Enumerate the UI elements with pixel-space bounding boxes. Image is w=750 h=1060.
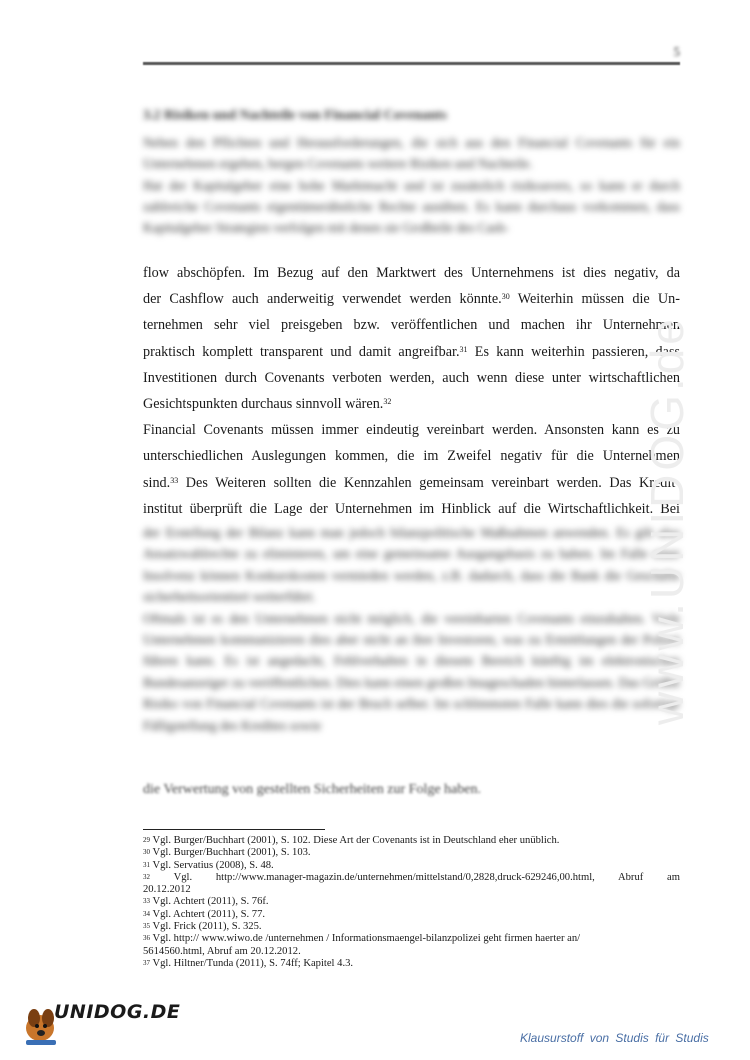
- logo-text: UNIDOG.DE: [54, 1001, 181, 1023]
- footnote: [143, 872, 680, 884]
- header-rule: [143, 62, 680, 65]
- footnote-text: Vgl. Achtert (2011), S. 77.: [150, 908, 266, 920]
- blurred-middle: [143, 522, 680, 736]
- body-line: Investitionen durch Covenants verboten werden, auch wenn diese unter wirtschaftlichen: [143, 369, 680, 386]
- footnote-rule: [143, 829, 325, 830]
- blurred-intro: [143, 132, 680, 238]
- footnote-number: 32: [143, 872, 150, 881]
- body-line: Gesichtspunkten durchaus sinnvoll wären.$^{32}$: [143, 396, 392, 413]
- tagline: Klausurstoff von Studis für Studis: [520, 1031, 709, 1045]
- last-line: die Verwertung von gestellten Sicherheiten zur Folge haben.: [143, 782, 481, 797]
- footnote-number: 36: [143, 934, 150, 943]
- body-line: flow abschöpfen. Im Bezug auf den Marktwert des Unternehmens ist dies negativ, da: [143, 265, 680, 281]
- blurred-paragraph: Oftmals ist es den Unternehmen nicht möglich, die vereinbarten Covenants einzuhalten. Viele Unternehmen kommunizieren dies aber nicht an ihre Investoren, was zu Ermittlungen der Polizei führen kann. Es ist angedacht, Fehlverhalten in diesem Bereich künftig im elektronischen Bundesanzeiger zu veröffentlichen. Dies kann einen großen Imageschaden hinterlassen. Das Größte Risiko von Financial Covenants ist der Bruch selber. Im schlimmsten Falle kann dies die sofortige Fälligstellung des Kredites sowie: [143, 610, 680, 733]
- footnote-text: Vgl. http:// www.wiwo.de /unternehmen / Informationsmaengel-bilanzpolizei geht firmen haerter an/: [150, 933, 581, 945]
- footnote-text: Vgl. Burger/Buchhart (2001), S. 103.: [150, 847, 311, 859]
- section-title: 3.2 Risiken und Nachteile von Financial Covenants: [143, 108, 447, 123]
- footnote-text: Vgl. Burger/Buchhart (2001), S. 102. Diese Art der Covenants ist in Deutschland eher unüblich.: [150, 835, 560, 846]
- footnote-number: 33: [143, 897, 150, 906]
- footnote: [143, 847, 680, 859]
- body-text: [143, 260, 680, 522]
- footnote-number: 30: [143, 848, 150, 857]
- blurred-paragraph: der Erstellung der Bilanz kann man jedoch bilanzpolitische Maßnahmen anwenden. Es gilt also Ansatzwahlrechte zu eliminieren, um eine gemeinsame Ausgangsbasis zu haben. Im Falle einer Insolvenz können Konkurskosten vermieden werden, z.B. dadurch, dass die Bank die Geschäfte sicherheitsorientiert weiterführt.: [143, 525, 680, 605]
- footnote-text: 5614560.html, Abruf am 20.12.2012.: [143, 945, 301, 957]
- footnotes: [143, 835, 680, 970]
- footnote: [143, 933, 680, 945]
- blurred-paragraph: Hat der Kapitalgeber eine hohe Marktmacht und ist zusätzlich risikoavers, so kann er durch zahlreiche Covenants eigentümerähnliche Rechte ausüben. Es kann durchaus vorkommen, dass Kapitalgeber Strategien verfolgen mit denen sie Großteile des Cash-: [143, 177, 680, 236]
- body-line: ternehmen sehr viel preisgeben bzw. veröffentlichen und machen ihr Unternehmen: [143, 317, 680, 334]
- footnote-number: 34: [143, 909, 150, 918]
- footnote: [143, 946, 680, 958]
- body-line: unterschiedlichen Auslegungen kommen, die im Zweifel negativ für die Unternehmen: [143, 448, 680, 465]
- footnote-text: 20.12.2012: [143, 884, 191, 896]
- footnote-text: Vgl. Frick (2011), S. 325.: [150, 921, 262, 933]
- footnote-text: Vgl. Achtert (2011), S. 76f.: [150, 896, 269, 908]
- page-number: 5: [673, 44, 680, 59]
- footnote: [143, 909, 680, 921]
- body-line: der Cashflow auch anderweitig verwendet werden könnte.$^{30}$ Weiterhin müssen die Un-: [143, 291, 680, 308]
- footnote-text: Vgl. Servatius (2008), S. 48.: [150, 859, 274, 871]
- footnote: [143, 958, 680, 970]
- footnote-number: 29: [143, 836, 150, 844]
- footnote-text: Vgl. http://www.manager-magazin.de/unternehmen/mittelstand/0,2828,druck-629246,00.html, Abruf am: [150, 871, 680, 883]
- body-line: sind.$^{33}$ Des Weiteren sollten die Kennzahlen gemeinsam vereinbart werden. Das Kredit-: [143, 474, 680, 491]
- footnote: [143, 860, 680, 872]
- watermark: www.UNIDOG.de: [641, 315, 693, 725]
- footnote-number: 31: [143, 860, 150, 869]
- footnote-number: 35: [143, 922, 150, 931]
- body-line: Financial Covenants müssen immer eindeutig vereinbart werden. Ansonsten kann es zu: [143, 422, 680, 439]
- footnote: [143, 921, 680, 933]
- footnote-text: Vgl. Hiltner/Tunda (2011), S. 74ff; Kapitel 4.3.: [150, 957, 354, 969]
- body-line: praktisch komplett transparent und damit angreifbar.$^{31}$ Es kann weiterhin passieren, dass: [143, 343, 680, 360]
- blurred-paragraph: Neben den Pflichten und Herausforderungen, die sich aus den Financial Covenants für ein Unternehmen ergeben, bergen Covenants weitere Risiken und Nachteile.: [143, 135, 680, 172]
- footnote: [143, 835, 680, 847]
- footnote: [143, 896, 680, 908]
- body-line: institut überprüft die Lage der Unternehmen im Hinblick auf die Wirtschaftlichkeit. Bei: [143, 500, 680, 517]
- footnote: [143, 884, 680, 896]
- footnote-number: 37: [143, 958, 150, 967]
